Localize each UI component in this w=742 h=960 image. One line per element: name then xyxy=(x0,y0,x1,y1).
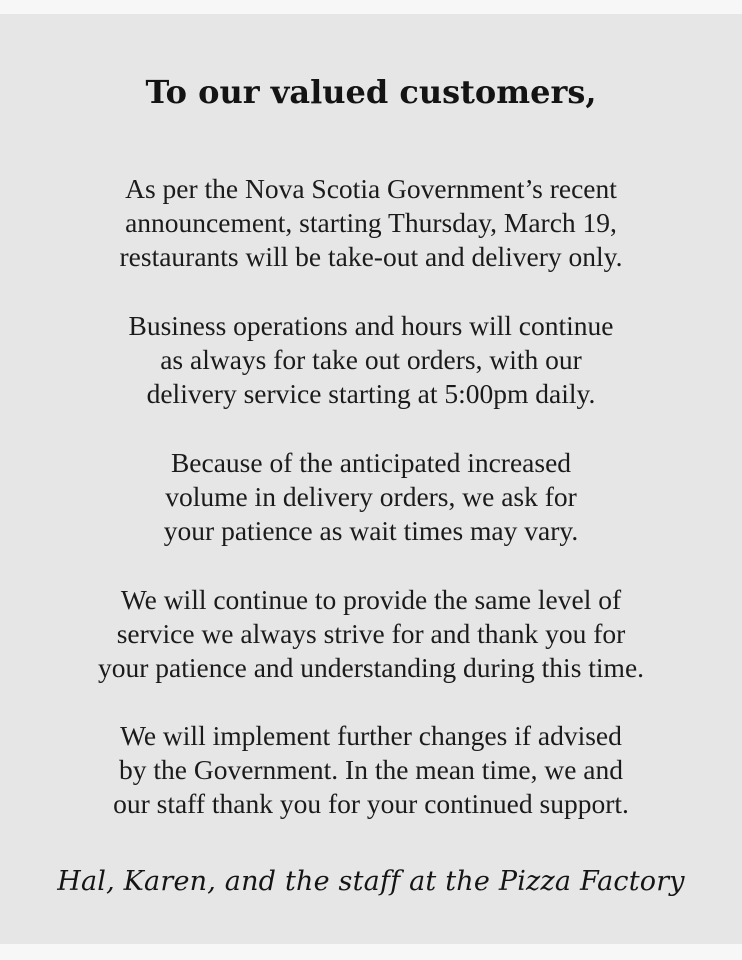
paragraph-line: your patience as wait times may vary. xyxy=(163,515,579,546)
paragraph-business-hours xyxy=(0,309,742,411)
paragraph-service-commitment xyxy=(0,583,742,685)
paragraph-line: delivery service starting at 5:00pm daily. xyxy=(146,378,596,409)
paragraph-line: your patience and understanding during this time. xyxy=(97,652,645,683)
paragraph-line: restaurants will be take-out and delivery only. xyxy=(119,241,623,272)
paragraph-line: by the Government. In the mean time, we and xyxy=(118,754,623,785)
paragraph-line: service we always strive for and thank you for xyxy=(116,618,626,649)
paragraph-line: announcement, starting Thursday, March 19, xyxy=(125,207,617,238)
paragraph-line: volume in delivery orders, we ask for xyxy=(165,481,577,512)
paragraph-line: We will implement further changes if advised xyxy=(120,720,622,751)
paragraph-government-announcement xyxy=(0,172,742,274)
paragraph-line: We will continue to provide the same level of xyxy=(120,584,622,615)
paragraph-line: as always for take out orders, with our xyxy=(160,344,582,375)
signature-line: Hal, Karen, and the staff at the Pizza Factory xyxy=(57,866,685,897)
paragraph-line: Business operations and hours will continue xyxy=(128,310,614,341)
notice-title: To our valued customers, xyxy=(145,73,597,111)
paragraph-further-changes xyxy=(0,719,742,821)
notice-card xyxy=(0,14,742,944)
paragraph-wait-times xyxy=(0,446,742,548)
paragraph-line: our staff thank you for your continued support. xyxy=(113,788,629,819)
paragraph-line: Because of the anticipated increased xyxy=(170,447,572,478)
paragraph-line: As per the Nova Scotia Government’s recent xyxy=(125,173,617,204)
